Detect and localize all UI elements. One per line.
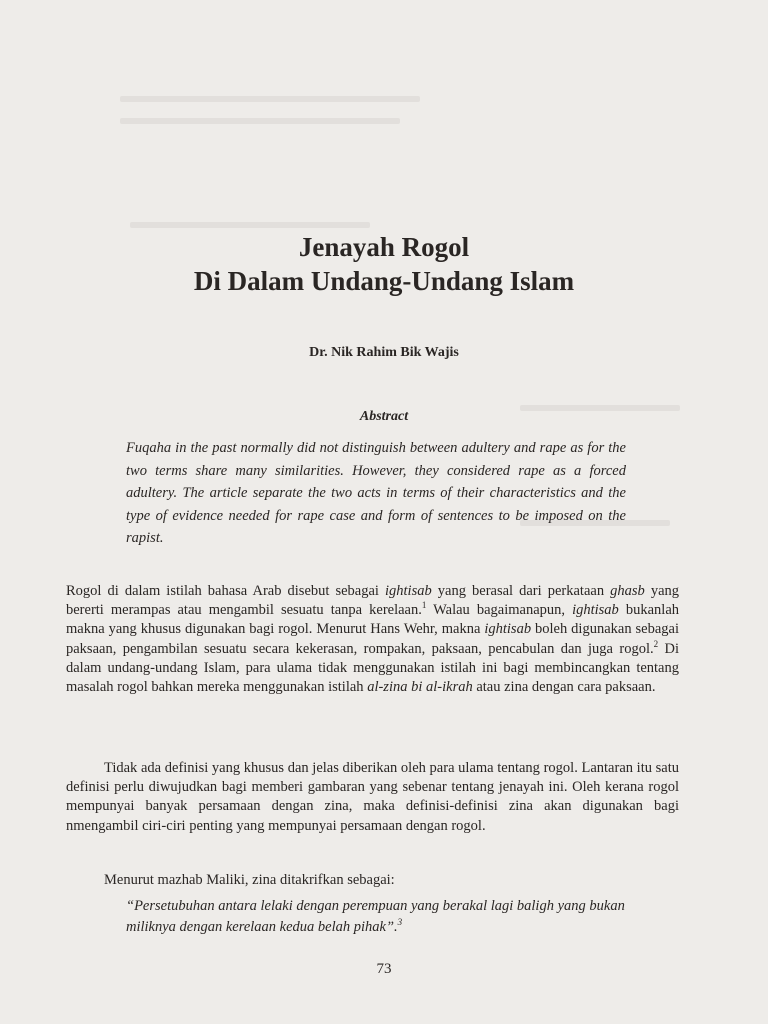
- quote-text: “Persetubuhan antara lelaki dengan perempuan yang berakal lagi baligh yang bukan miliknya dengan kerelaan kedua belah pihak”.: [126, 898, 625, 935]
- page-number: 73: [376, 961, 392, 977]
- paragraph-text: Rogol di dalam istilah bahasa Arab disebut sebagai: [66, 583, 385, 599]
- author-name: Dr. Nik Rahim Bik Wajis: [309, 345, 459, 360]
- paragraph-text: Walau bagaimanapun,: [426, 602, 573, 619]
- paragraph-text: yang berasal dari perkataan: [431, 583, 611, 599]
- title-line-1: Jenayah Rogol: [298, 232, 470, 262]
- term-italic: ghasb: [610, 583, 645, 599]
- term-italic: ightisab: [385, 583, 432, 599]
- show-through-text: [120, 118, 400, 124]
- footnote-marker: 2: [653, 638, 659, 649]
- term-italic: al-zina bi al-ikrah: [367, 679, 473, 696]
- abstract-body: Fuqaha in the past normally did not distinguish between adultery and rape as for the two terms share many similarities. However, they considered rape as a forced adultery. The article separate the two acts in terms of their characteristics and the type of evidence needed for rape case and form of sentences to be imposed on the rapist.: [126, 440, 626, 546]
- show-through-text: [120, 96, 420, 102]
- show-through-text: [130, 222, 370, 228]
- paragraph-2: Tidak ada definisi yang khusus dan jelas diberikan oleh para ulama tentang rogol. Lantaran itu satu definisi perlu diwujudkan bagi memberi gambaran yang sebenar tentang jenayah ini. Oleh kerana rogol mempunyai banyak persamaan dengan zina, maka definisi-definisi zina akan digunakan bagi nmengambil ciri-ciri penting yang mempunyai persamaan dengan rogol.: [66, 760, 679, 834]
- paragraph-text: yang bererti merampas atau mengambil sesuatu tanpa kerelaan.: [66, 583, 680, 619]
- paragraph-text: bukanlah makna yang khusus digunakan bagi rogol. Menurut Hans Wehr, makna: [66, 602, 680, 638]
- paragraph-text: boleh digunakan sebagai paksaan, pengambilan sesuatu secara kekerasan, rompakan, paksaan, pencabulan dan juga rogol.: [66, 621, 679, 657]
- block-quote: [126, 896, 646, 938]
- paragraph-3: Menurut mazhab Maliki, zina ditakrifkan sebagai:: [104, 872, 395, 888]
- footnote-marker: 3: [397, 917, 403, 928]
- term-italic: ightisab: [484, 621, 532, 638]
- paragraph-text: atau zina dengan cara paksaan.: [472, 679, 656, 696]
- footnote-marker: 1: [421, 600, 427, 611]
- paragraph-1: [66, 582, 679, 697]
- term-italic: ightisab: [572, 602, 619, 619]
- paragraph-text: Di dalam undang-undang Islam, para ulama tidak menggunakan istilah ini bagi membincangkan tentang masalah rogol bahkan mereka menggunakan istilah: [66, 640, 680, 696]
- abstract-heading: Abstract: [359, 409, 409, 424]
- title-line-2: Di Dalam Undang-Undang Islam: [193, 266, 575, 296]
